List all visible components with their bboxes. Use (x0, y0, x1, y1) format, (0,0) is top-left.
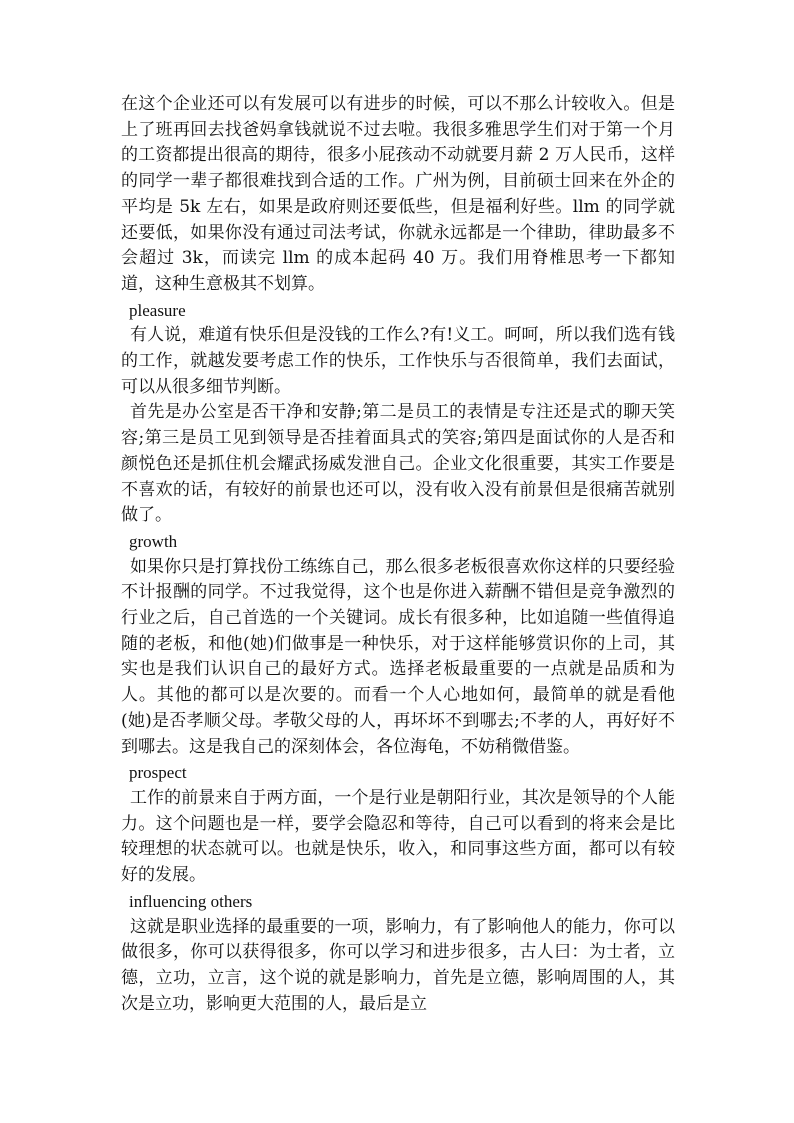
paragraph-growth: 如果你只是打算找份工练练自己，那么很多老板很喜欢你这样的只要经验不计报酬的同学。不过我觉得，这个也是你进入薪酬不错但是竞争激烈的行业之后，自己首选的一个关键词。成长有很多种，比如追随一些值得追随的老板，和他(她)们做事是一种快乐，对于这样能够赏识你的上司，其实也是我们认识自己的最好方式。选择老板最重要的一点就是品质和为人。其他的都可以是次要的。而看一个人心地如何，最简单的就是看他(她)是否孝顺父母。孝敬父母的人，再坏坏不到哪去;不孝的人，再好好不到哪去。这是我自己的深刻体会，各位海龟，不妨稍微借鉴。 (121, 556, 675, 757)
paragraph-prospect: 工作的前景来自于两方面，一个是行业是朝阳行业，其次是领导的个人能力。这个问题也是一样，要学会隐忍和等待，自己可以看到的将来会是比较理想的状态就可以。也就是快乐，收入，和同事这些方面，都可以有较好的发展。 (121, 787, 675, 886)
paragraph-pleasure-details: 首先是办公室是否干净和安静;第二是员工的表情是专注还是式的聊天笑容;第三是员工见到领导是否挂着面具式的笑容;第四是面试你的人是否和颜悦色还是抓住机会耀武扬威发泄自己。企业文化很重要，其实工作要是不喜欢的话，有较好的前景也还可以，没有收入没有前景但是很痛苦就别做了。 (121, 402, 675, 526)
paragraph-income: 在这个企业还可以有发展可以有进步的时候，可以不那么计较收入。但是上了班再回去找爸妈拿钱就说不过去啦。我很多雅思学生们对于第一个月的工资都提出很高的期待，很多小屁孩动不动就要月薪 2 万人民币，这样的同学一辈子都很难找到合适的工作。广州为例，目前硕士回来在外企的平均是 5k 左右，如果是政府则还要低些，但是福利好些。llm 的同学就还要低，如果你没有通过司法考试，你就永远都是一个律助，律助最多不会超过 3k，而读完 llm 的成本起码 40 万。我们用脊椎思考一下都知道，这种生意极其不划算。 (121, 94, 675, 294)
heading-pleasure: pleasure (129, 300, 186, 320)
paragraph-pleasure-intro: 有人说，难道有快乐但是没钱的工作么?有!义工。呵呵，所以我们选有钱的工作，就越发要考虑工作的快乐，工作快乐与否很简单，我们去面试，可以从很多细节判断。 (121, 325, 675, 397)
heading-prospect: prospect (129, 763, 187, 783)
heading-growth: growth (129, 531, 178, 551)
paragraph-influencing-others: 这就是职业选择的最重要的一项，影响力，有了影响他人的能力，你可以做很多，你可以获得很多，你可以学习和进步很多，古人曰：为士者，立德，立功，立言，这个说的就是影响力，首先是立德，影响周围的人，其次是立功，影响更大范围的人，最后是立 (121, 916, 675, 1014)
document-page (121, 92, 675, 1017)
heading-influencing-others: influencing others (129, 891, 253, 911)
